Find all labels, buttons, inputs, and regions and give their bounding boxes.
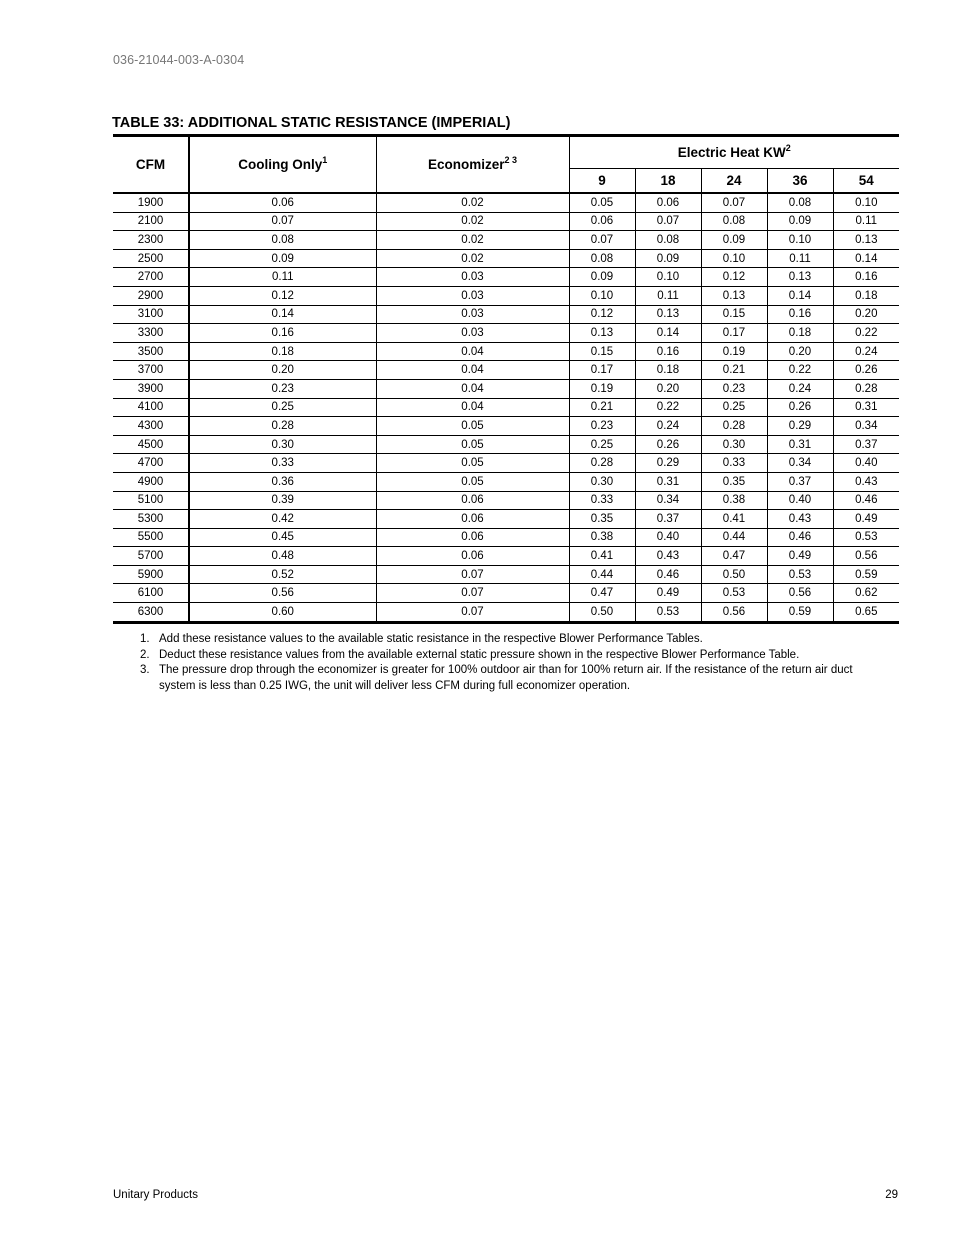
electric-heat-cell: 0.20 bbox=[833, 305, 899, 324]
cfm-cell: 3100 bbox=[113, 305, 189, 324]
economizer-cell: 0.07 bbox=[376, 584, 569, 603]
economizer-cell: 0.05 bbox=[376, 472, 569, 491]
cooling-only-cell: 0.16 bbox=[189, 324, 376, 343]
electric-heat-cell: 0.38 bbox=[701, 491, 767, 510]
electric-heat-cell: 0.13 bbox=[833, 231, 899, 250]
cooling-only-cell: 0.08 bbox=[189, 231, 376, 250]
cfm-cell: 2100 bbox=[113, 212, 189, 231]
table-row bbox=[113, 286, 899, 305]
electric-heat-cell: 0.28 bbox=[701, 417, 767, 436]
electric-heat-cell: 0.10 bbox=[569, 286, 635, 305]
electric-heat-cell: 0.59 bbox=[833, 565, 899, 584]
electric-heat-cell: 0.13 bbox=[701, 286, 767, 305]
cfm-cell: 2900 bbox=[113, 286, 189, 305]
cooling-only-cell: 0.56 bbox=[189, 584, 376, 603]
electric-heat-cell: 0.62 bbox=[833, 584, 899, 603]
electric-heat-cell: 0.56 bbox=[767, 584, 833, 603]
footnote-number: 3. bbox=[140, 664, 150, 676]
electric-heat-cell: 0.23 bbox=[569, 417, 635, 436]
electric-heat-cell: 0.18 bbox=[767, 324, 833, 343]
table-row bbox=[113, 193, 899, 212]
electric-heat-cell: 0.24 bbox=[833, 342, 899, 361]
footnote-number: 2. bbox=[140, 648, 150, 661]
electric-heat-cell: 0.40 bbox=[767, 491, 833, 510]
electric-heat-cell: 0.10 bbox=[635, 268, 701, 287]
electric-heat-cell: 0.49 bbox=[767, 547, 833, 566]
economizer-cell: 0.03 bbox=[376, 268, 569, 287]
cfm-cell: 3700 bbox=[113, 361, 189, 380]
electric-heat-cell: 0.41 bbox=[569, 547, 635, 566]
footnote-item bbox=[140, 632, 880, 648]
cfm-cell: 6300 bbox=[113, 603, 189, 623]
electric-heat-cell: 0.43 bbox=[833, 472, 899, 491]
electric-heat-cell: 0.37 bbox=[833, 435, 899, 454]
economizer-cell: 0.04 bbox=[376, 361, 569, 380]
electric-heat-cell: 0.08 bbox=[635, 231, 701, 250]
table-row bbox=[113, 249, 899, 268]
economizer-cell: 0.03 bbox=[376, 305, 569, 324]
table-row bbox=[113, 435, 899, 454]
electric-heat-cell: 0.16 bbox=[635, 342, 701, 361]
economizer-cell: 0.05 bbox=[376, 454, 569, 473]
cooling-only-cell: 0.30 bbox=[189, 435, 376, 454]
electric-heat-cell: 0.07 bbox=[569, 231, 635, 250]
cfm-cell: 4700 bbox=[113, 454, 189, 473]
electric-heat-cell: 0.09 bbox=[635, 249, 701, 268]
economizer-cell: 0.02 bbox=[376, 193, 569, 212]
header-kw-36: 36 bbox=[767, 169, 833, 194]
electric-heat-cell: 0.07 bbox=[701, 193, 767, 212]
footnote-ref: 1 bbox=[322, 155, 328, 165]
electric-heat-cell: 0.09 bbox=[767, 212, 833, 231]
electric-heat-cell: 0.35 bbox=[701, 472, 767, 491]
economizer-cell: 0.05 bbox=[376, 435, 569, 454]
electric-heat-cell: 0.06 bbox=[635, 193, 701, 212]
electric-heat-cell: 0.53 bbox=[767, 565, 833, 584]
table-row bbox=[113, 472, 899, 491]
table-row bbox=[113, 231, 899, 250]
electric-heat-cell: 0.26 bbox=[767, 398, 833, 417]
header-electric-heat bbox=[569, 136, 899, 169]
electric-heat-cell: 0.11 bbox=[767, 249, 833, 268]
electric-heat-cell: 0.20 bbox=[635, 379, 701, 398]
cooling-only-cell: 0.14 bbox=[189, 305, 376, 324]
electric-heat-cell: 0.05 bbox=[569, 193, 635, 212]
electric-heat-cell: 0.17 bbox=[701, 324, 767, 343]
electric-heat-cell: 0.41 bbox=[701, 510, 767, 529]
electric-heat-cell: 0.30 bbox=[569, 472, 635, 491]
cooling-only-cell: 0.28 bbox=[189, 417, 376, 436]
table-row bbox=[113, 361, 899, 380]
electric-heat-cell: 0.10 bbox=[767, 231, 833, 250]
electric-heat-cell: 0.50 bbox=[569, 603, 635, 623]
cfm-cell: 6100 bbox=[113, 584, 189, 603]
electric-heat-cell: 0.11 bbox=[635, 286, 701, 305]
footnote-text: The pressure drop through the economizer is greater for 100% outdoor air than for 100% return air. If the resistance of the return air duct system is less than 0.25 IWG, the unit will deliver less CFM during full economizer operation. bbox=[159, 664, 853, 692]
cfm-cell: 4300 bbox=[113, 417, 189, 436]
cfm-cell: 5300 bbox=[113, 510, 189, 529]
electric-heat-cell: 0.34 bbox=[833, 417, 899, 436]
electric-heat-cell: 0.46 bbox=[833, 491, 899, 510]
electric-heat-cell: 0.29 bbox=[767, 417, 833, 436]
electric-heat-cell: 0.10 bbox=[855, 196, 878, 209]
header-kw-54: 54 bbox=[833, 169, 899, 194]
electric-heat-cell: 0.18 bbox=[635, 361, 701, 380]
electric-heat-cell: 0.25 bbox=[569, 435, 635, 454]
electric-heat-cell: 0.23 bbox=[701, 379, 767, 398]
electric-heat-cell: 0.35 bbox=[569, 510, 635, 529]
electric-heat-cell: 0.47 bbox=[569, 584, 635, 603]
footnote-item bbox=[140, 648, 880, 664]
cooling-only-cell: 0.60 bbox=[189, 603, 376, 623]
electric-heat-cell: 0.47 bbox=[701, 547, 767, 566]
electric-heat-cell: 0.31 bbox=[635, 472, 701, 491]
electric-heat-cell: 0.19 bbox=[569, 379, 635, 398]
table-row bbox=[113, 491, 899, 510]
electric-heat-cell: 0.40 bbox=[833, 454, 899, 473]
economizer-cell: 0.06 bbox=[376, 491, 569, 510]
electric-heat-cell: 0.31 bbox=[833, 398, 899, 417]
economizer-cell: 0.02 bbox=[376, 249, 569, 268]
electric-heat-cell: 0.24 bbox=[767, 379, 833, 398]
cfm-cell: 4900 bbox=[113, 472, 189, 491]
economizer-cell: 0.06 bbox=[376, 528, 569, 547]
table-row bbox=[113, 324, 899, 343]
header-kw-9: 9 bbox=[569, 169, 635, 194]
table-row bbox=[113, 603, 899, 623]
header-cooling-only bbox=[189, 136, 376, 194]
electric-heat-cell: 0.29 bbox=[635, 454, 701, 473]
header-kw-18: 18 bbox=[635, 169, 701, 194]
static-resistance-table bbox=[113, 134, 899, 624]
table-title: TABLE 33: ADDITIONAL STATIC RESISTANCE (IMPERIAL) bbox=[112, 115, 511, 131]
cooling-only-cell: 0.42 bbox=[189, 510, 376, 529]
electric-heat-cell: 0.53 bbox=[833, 528, 899, 547]
electric-heat-cell: 0.21 bbox=[701, 361, 767, 380]
economizer-cell: 0.07 bbox=[376, 565, 569, 584]
electric-heat-cell: 0.20 bbox=[767, 342, 833, 361]
electric-heat-cell: 0.25 bbox=[701, 398, 767, 417]
economizer-cell: 0.04 bbox=[376, 379, 569, 398]
table-body bbox=[113, 193, 899, 622]
electric-heat-cell: 0.12 bbox=[569, 305, 635, 324]
electric-heat-cell: 0.33 bbox=[701, 454, 767, 473]
electric-heat-cell: 0.37 bbox=[635, 510, 701, 529]
table-row bbox=[113, 305, 899, 324]
electric-heat-cell: 0.53 bbox=[701, 584, 767, 603]
header-economizer-label: Economizer bbox=[427, 157, 505, 172]
electric-heat-cell: 0.08 bbox=[767, 193, 833, 212]
electric-heat-cell: 0.09 bbox=[701, 231, 767, 250]
header-electric-heat-label: Electric Heat KW bbox=[677, 145, 786, 160]
table-row bbox=[113, 454, 899, 473]
electric-heat-cell: 0.56 bbox=[701, 603, 767, 623]
electric-heat-cell: 0.44 bbox=[701, 528, 767, 547]
electric-heat-cell: 0.43 bbox=[767, 510, 833, 529]
footnote-number: 1. bbox=[140, 633, 150, 645]
footnote-text: Add these resistance values to the available static resistance in the respective Blower Performance Tables. bbox=[159, 633, 703, 645]
electric-heat-cell: 0.22 bbox=[833, 324, 899, 343]
cfm-cell: 4100 bbox=[113, 398, 189, 417]
cooling-only-cell: 0.07 bbox=[189, 212, 376, 231]
header-cfm: CFM bbox=[113, 136, 189, 194]
cooling-only-cell: 0.12 bbox=[189, 286, 376, 305]
economizer-cell: 0.04 bbox=[376, 342, 569, 361]
electric-heat-cell: 0.14 bbox=[767, 286, 833, 305]
table-row bbox=[113, 342, 899, 361]
economizer-cell: 0.06 bbox=[376, 547, 569, 566]
electric-heat-cell: 0.31 bbox=[767, 435, 833, 454]
table-row bbox=[113, 398, 899, 417]
electric-heat-cell: 0.15 bbox=[569, 342, 635, 361]
footnote-text: Deduct these resistance values from the available external static pressure shown in the respective Blower Performance Table. bbox=[159, 648, 800, 661]
footnote-ref: 2 3 bbox=[504, 155, 518, 165]
cfm-cell: 3900 bbox=[113, 379, 189, 398]
cfm-cell: 5700 bbox=[113, 547, 189, 566]
cooling-only-cell: 0.36 bbox=[189, 472, 376, 491]
electric-heat-cell: 0.44 bbox=[569, 565, 635, 584]
electric-heat-cell: 0.59 bbox=[767, 603, 833, 623]
cooling-only-cell: 0.52 bbox=[189, 565, 376, 584]
electric-heat-cell: 0.33 bbox=[569, 491, 635, 510]
cooling-only-cell: 0.23 bbox=[189, 379, 376, 398]
cooling-only-cell: 0.33 bbox=[189, 454, 376, 473]
document-id: 036-21044-003-A-0304 bbox=[113, 53, 245, 67]
cooling-only-cell: 0.18 bbox=[189, 342, 376, 361]
cooling-only-cell: 0.11 bbox=[189, 268, 376, 287]
header-cooling-only-label: Cooling Only bbox=[238, 157, 323, 172]
table-row bbox=[113, 584, 899, 603]
footnote-item bbox=[140, 663, 880, 694]
electric-heat-cell: 0.13 bbox=[635, 305, 701, 324]
electric-heat-cell: 0.16 bbox=[767, 305, 833, 324]
header-economizer bbox=[376, 136, 569, 194]
electric-heat-cell: 0.13 bbox=[767, 268, 833, 287]
table-row bbox=[113, 528, 899, 547]
cooling-only-cell: 0.45 bbox=[189, 528, 376, 547]
cfm-cell: 2700 bbox=[113, 268, 189, 287]
electric-heat-cell: 0.06 bbox=[569, 212, 635, 231]
electric-heat-cell: 0.49 bbox=[635, 584, 701, 603]
cfm-cell: 3300 bbox=[113, 324, 189, 343]
electric-heat-cell: 0.14 bbox=[635, 324, 701, 343]
table-row bbox=[113, 212, 899, 231]
cfm-cell: 5900 bbox=[113, 565, 189, 584]
table-row bbox=[113, 417, 899, 436]
economizer-cell: 0.04 bbox=[376, 398, 569, 417]
cfm-cell: 3500 bbox=[113, 342, 189, 361]
footnotes-list bbox=[140, 632, 880, 694]
electric-heat-cell: 0.49 bbox=[833, 510, 899, 529]
electric-heat-cell: 0.56 bbox=[833, 547, 899, 566]
cooling-only-cell: 0.39 bbox=[189, 491, 376, 510]
electric-heat-cell: 0.13 bbox=[569, 324, 635, 343]
electric-heat-cell: 0.09 bbox=[569, 268, 635, 287]
table-row bbox=[113, 379, 899, 398]
electric-heat-cell: 0.28 bbox=[833, 379, 899, 398]
cfm-cell: 2500 bbox=[113, 249, 189, 268]
cfm-cell: 5500 bbox=[113, 528, 189, 547]
electric-heat-cell: 0.53 bbox=[635, 603, 701, 623]
electric-heat-cell: 0.10 bbox=[701, 249, 767, 268]
electric-heat-cell: 0.30 bbox=[701, 435, 767, 454]
electric-heat-cell: 0.19 bbox=[701, 342, 767, 361]
cooling-only-cell: 0.20 bbox=[189, 361, 376, 380]
electric-heat-cell: 0.43 bbox=[635, 547, 701, 566]
cfm-cell: 5100 bbox=[113, 491, 189, 510]
electric-heat-cell: 0.34 bbox=[767, 454, 833, 473]
header-kw-24: 24 bbox=[701, 169, 767, 194]
economizer-cell: 0.02 bbox=[376, 212, 569, 231]
electric-heat-cell: 0.46 bbox=[635, 565, 701, 584]
page-number: 29 bbox=[885, 1189, 898, 1201]
electric-heat-cell: 0.37 bbox=[767, 472, 833, 491]
electric-heat-cell: 0.07 bbox=[635, 212, 701, 231]
footnote-ref: 2 bbox=[785, 143, 791, 153]
electric-heat-cell: 0.26 bbox=[635, 435, 701, 454]
cfm-cell: 1900 bbox=[113, 193, 189, 212]
cfm-cell: 4500 bbox=[113, 435, 189, 454]
electric-heat-cell: 0.08 bbox=[569, 249, 635, 268]
electric-heat-cell: 0.38 bbox=[569, 528, 635, 547]
cooling-only-cell: 0.09 bbox=[189, 249, 376, 268]
electric-heat-cell: 0.14 bbox=[833, 249, 899, 268]
cooling-only-cell: 0.06 bbox=[189, 193, 376, 212]
electric-heat-cell: 0.50 bbox=[701, 565, 767, 584]
electric-heat-cell: 0.15 bbox=[701, 305, 767, 324]
economizer-cell: 0.05 bbox=[376, 417, 569, 436]
economizer-cell: 0.03 bbox=[376, 324, 569, 343]
economizer-cell: 0.07 bbox=[376, 603, 569, 623]
electric-heat-cell: 0.18 bbox=[833, 286, 899, 305]
table-row bbox=[113, 547, 899, 566]
table-row bbox=[113, 510, 899, 529]
electric-heat-cell: 0.40 bbox=[635, 528, 701, 547]
cfm-cell: 2300 bbox=[113, 231, 189, 250]
electric-heat-cell: 0.16 bbox=[833, 268, 899, 287]
electric-heat-cell: 0.11 bbox=[833, 212, 899, 231]
electric-heat-cell: 0.08 bbox=[701, 212, 767, 231]
economizer-cell: 0.06 bbox=[376, 510, 569, 529]
economizer-cell: 0.03 bbox=[376, 286, 569, 305]
table-row bbox=[113, 268, 899, 287]
table-header bbox=[113, 136, 899, 194]
electric-heat-cell: 0.26 bbox=[833, 361, 899, 380]
electric-heat-cell: 0.22 bbox=[767, 361, 833, 380]
footer-brand: Unitary Products bbox=[113, 1189, 199, 1201]
electric-heat-cell: 0.22 bbox=[635, 398, 701, 417]
electric-heat-cell: 0.46 bbox=[767, 528, 833, 547]
electric-heat-cell: 0.65 bbox=[833, 603, 899, 623]
table-row bbox=[113, 565, 899, 584]
electric-heat-cell: 0.21 bbox=[569, 398, 635, 417]
cooling-only-cell: 0.25 bbox=[189, 398, 376, 417]
electric-heat-cell: 0.24 bbox=[635, 417, 701, 436]
economizer-cell: 0.02 bbox=[376, 231, 569, 250]
cooling-only-cell: 0.48 bbox=[189, 547, 376, 566]
electric-heat-cell: 0.34 bbox=[635, 491, 701, 510]
electric-heat-cell: 0.28 bbox=[569, 454, 635, 473]
electric-heat-cell: 0.12 bbox=[701, 268, 767, 287]
electric-heat-cell: 0.17 bbox=[569, 361, 635, 380]
